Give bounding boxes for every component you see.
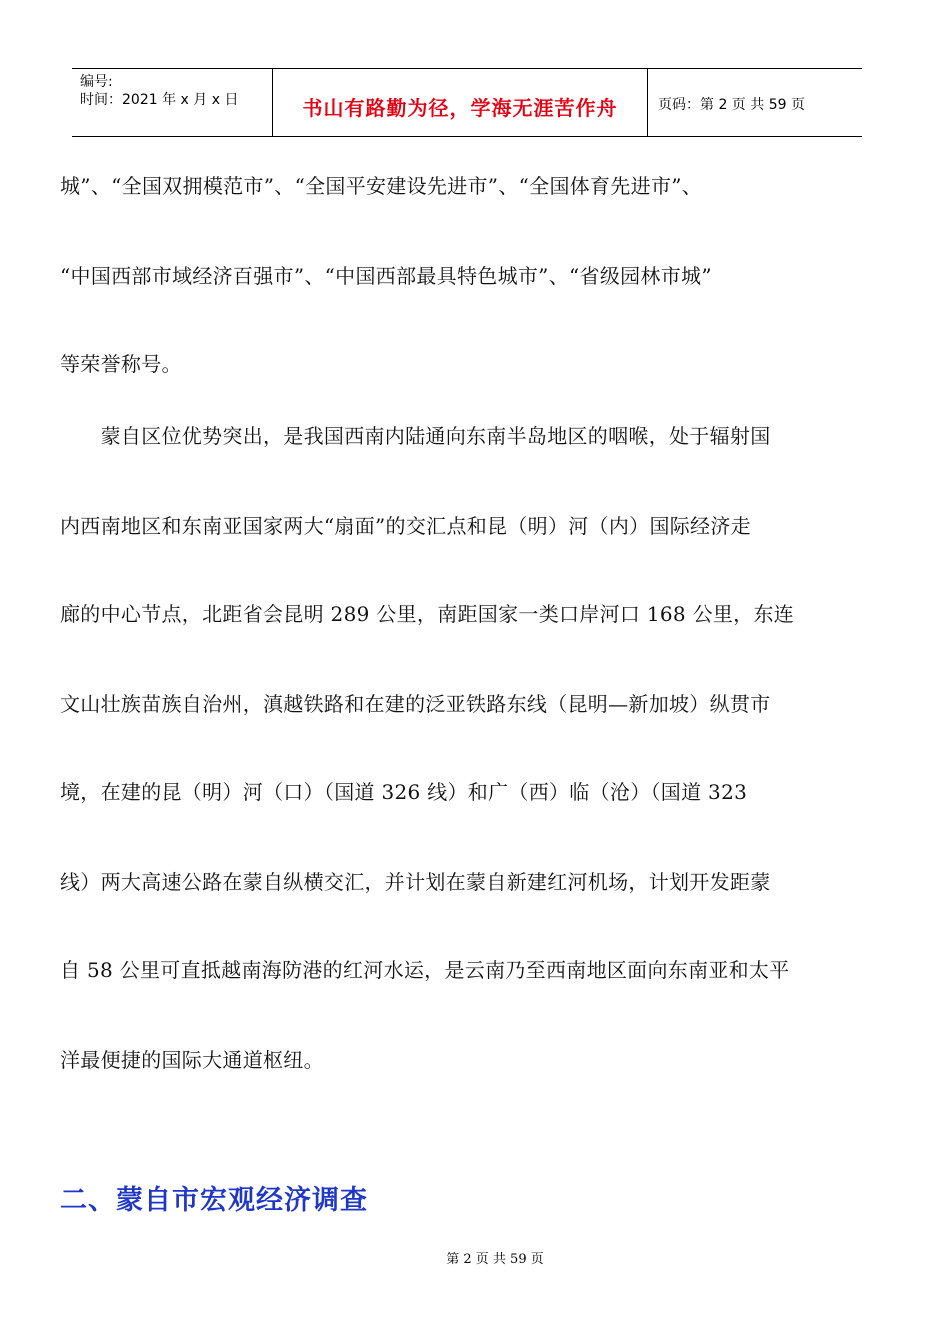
header-meta-cell bbox=[72, 69, 272, 136]
body-line: 洋最便捷的国际大通道枢纽。 bbox=[60, 1048, 324, 1072]
header-page-code: 页码：第 2 页 共 59 页 bbox=[658, 97, 805, 113]
section-heading: 二、蒙自市宏观经济调查 bbox=[60, 1185, 368, 1216]
body-line: “中国西部市域经济百强市”、“中国西部最具特色城市”、“省级园林市城” bbox=[60, 264, 712, 288]
header-page-cell bbox=[648, 69, 862, 136]
header-motto: 书山有路勤为径，学海无涯苦作舟 bbox=[302, 96, 618, 120]
serial-label: 编号: bbox=[80, 74, 113, 90]
time-label: 时间：2021 年 x 月 x 日 bbox=[80, 92, 239, 108]
body-line: 等荣誉称号。 bbox=[60, 352, 182, 376]
body-line: 城”、“全国双拥模范市”、“全国平安建设先进市”、“全国体育先进市”、 bbox=[60, 174, 703, 198]
body-line: 内西南地区和东南亚国家两大“扇面”的交汇点和昆（明）河（内）国际经济走 bbox=[60, 514, 751, 538]
document-header bbox=[72, 68, 862, 137]
body-line: 线）两大高速公路在蒙自纵横交汇，并计划在蒙自新建红河机场，计划开发距蒙 bbox=[60, 870, 771, 894]
header-motto-cell bbox=[272, 69, 648, 136]
body-line: 廊的中心节点，北距省会昆明 289 公里，南距国家一类口岸河口 168 公里，东连 bbox=[60, 602, 795, 626]
body-line: 自 58 公里可直抵越南海防港的红河水运，是云南乃至西南地区面向东南亚和太平 bbox=[60, 958, 790, 982]
page-footer: 第 2 页 共 59 页 bbox=[446, 1252, 544, 1267]
body-line: 蒙自区位优势突出，是我国西南内陆通向东南半岛地区的咽喉，处于辐射国 bbox=[60, 424, 771, 448]
body-line: 境，在建的昆（明）河（口）（国道 326 线）和广（西）临（沧）（国道 323 bbox=[60, 780, 748, 804]
body-line: 文山壮族苗族自治州，滇越铁路和在建的泛亚铁路东线（昆明—新加坡）纵贯市 bbox=[60, 692, 771, 716]
